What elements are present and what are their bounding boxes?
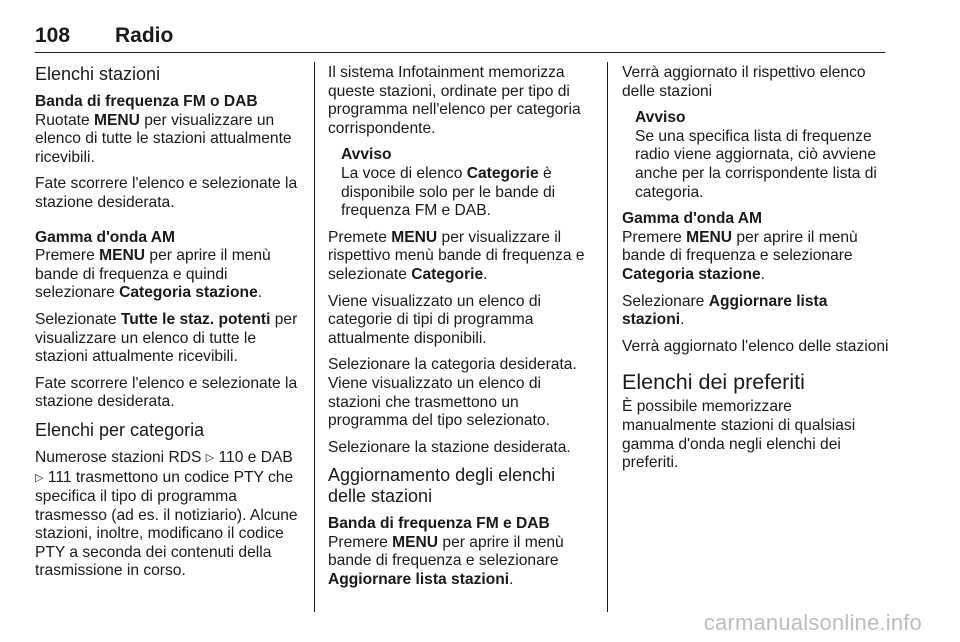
paragraph: Numerose stazioni RDS ▷ 110 e DAB ▷ 111 trasmettono un codice PTY che specifica il tipo di programma trasmesso (ad es. il notiziario). Alcune stazioni, inoltre, modificano il codice PTY a seconda dei contenuti della trasmissione in corso. [35, 448, 298, 580]
subheading-am: Gamma d'onda AM [35, 228, 176, 246]
paragraph: Viene visualizzato un elenco di categorie di tipi di programma attualmente disponibili. [328, 292, 541, 347]
menu-option: Categoria stazione [119, 284, 258, 302]
section-title: Radio [115, 24, 174, 47]
heading-station-lists: Elenchi stazioni [35, 64, 161, 84]
paragraph: Verrà aggiornato il rispettivo elenco delle stazioni [622, 64, 866, 100]
menu-keyword: MENU [99, 247, 146, 265]
paragraph: È possibile memorizzare manualmente stazioni di qualsiasi gamma d'onda negli elenchi dei preferiti. [622, 398, 856, 472]
note-text: Se una specifica lista di frequenze radio viene aggiornata, ciò avviene anche per la corrispondente lista di categoria. [635, 127, 877, 201]
subheading-fm-dab: Banda di frequenza FM o DAB [35, 93, 258, 110]
column-3 [622, 64, 890, 612]
column-divider [314, 62, 315, 612]
paragraph: Selezionare la stazione desiderata. [328, 438, 571, 456]
page-link[interactable]: 111 [47, 468, 72, 486]
heading-favourites: Elenchi dei preferiti [622, 370, 805, 395]
column-2 [328, 64, 596, 612]
paragraph: Ruotate MENU per visualizzare un elenco di tutte le stazioni attualmente ricevibili. [35, 111, 292, 166]
paragraph: Premere MENU per aprire il menù bande di frequenza e selezionare Aggiornare lista stazioni. [328, 533, 564, 589]
menu-keyword: MENU [93, 111, 140, 129]
paragraph: Selezionate Tutte le staz. potenti per visualizzare un elenco di tutte le stazioni attualmente ricevibili. [35, 310, 298, 366]
menu-option: Tutte le staz. potenti [120, 310, 271, 328]
menu-keyword: MENU [391, 228, 438, 246]
note-box [341, 146, 596, 220]
page-number: 108 [35, 24, 71, 47]
column-1 [35, 64, 303, 612]
watermark: carmanualsonline.info [703, 610, 922, 635]
subheading-am: Gamma d'onda AM [622, 210, 763, 228]
paragraph: Il sistema Infotainment memorizza queste stazioni, ordinate per tipo di programma nell'elenco per categoria corrispondente. [328, 64, 581, 137]
paragraph: Fate scorrere l'elenco e selezionate la stazione desiderata. [35, 175, 298, 211]
paragraph: Selezionare Aggiornare lista stazioni. [622, 292, 828, 329]
heading-category-lists: Elenchi per categoria [35, 419, 205, 440]
menu-keyword: MENU [392, 533, 439, 551]
heading-update-lists: Aggiornamento degli elenchi delle stazioni [328, 465, 556, 507]
column-divider [607, 62, 608, 612]
menu-option: Aggiornare lista stazioni [328, 571, 510, 589]
paragraph: Verrà aggiornato l'elenco delle stazioni [622, 337, 889, 355]
page-header [35, 18, 885, 53]
note-title: Avviso [635, 109, 686, 127]
paragraph: Premere MENU per aprire il menù bande di frequenza e quindi selezionare Categoria stazione. [35, 247, 271, 302]
paragraph: Premere MENU per aprire il menù bande di frequenza e selezionare Categoria stazione. [622, 228, 858, 283]
menu-option: Categorie [466, 164, 539, 182]
menu-keyword: MENU [686, 228, 733, 246]
page-reference-icon: ▷ [35, 471, 44, 484]
paragraph: Premete MENU per visualizzare il rispettivo menù bande di frequenza e selezionate Categorie. [328, 228, 585, 283]
paragraph: Selezionare la categoria desiderata. Viene visualizzato un elenco di stazioni che trasmettono un programma del tipo selezionato. [328, 356, 577, 430]
menu-option: Categoria stazione [622, 265, 761, 283]
page-link[interactable]: 110 [218, 448, 244, 466]
note-title: Avviso [341, 146, 392, 164]
page-reference-icon: ▷ [205, 451, 215, 464]
paragraph: Fate scorrere l'elenco e selezionate la stazione desiderata. [35, 374, 298, 411]
subheading-fm-dab: Banda di frequenza FM e DAB [328, 515, 550, 533]
menu-option: Aggiornare lista stazioni [622, 292, 828, 329]
menu-option: Categorie [411, 265, 484, 283]
note-box [635, 109, 890, 202]
note-text: La voce di elenco Categorie è disponibile solo per le bande di frequenza FM e DAB. [341, 164, 556, 220]
